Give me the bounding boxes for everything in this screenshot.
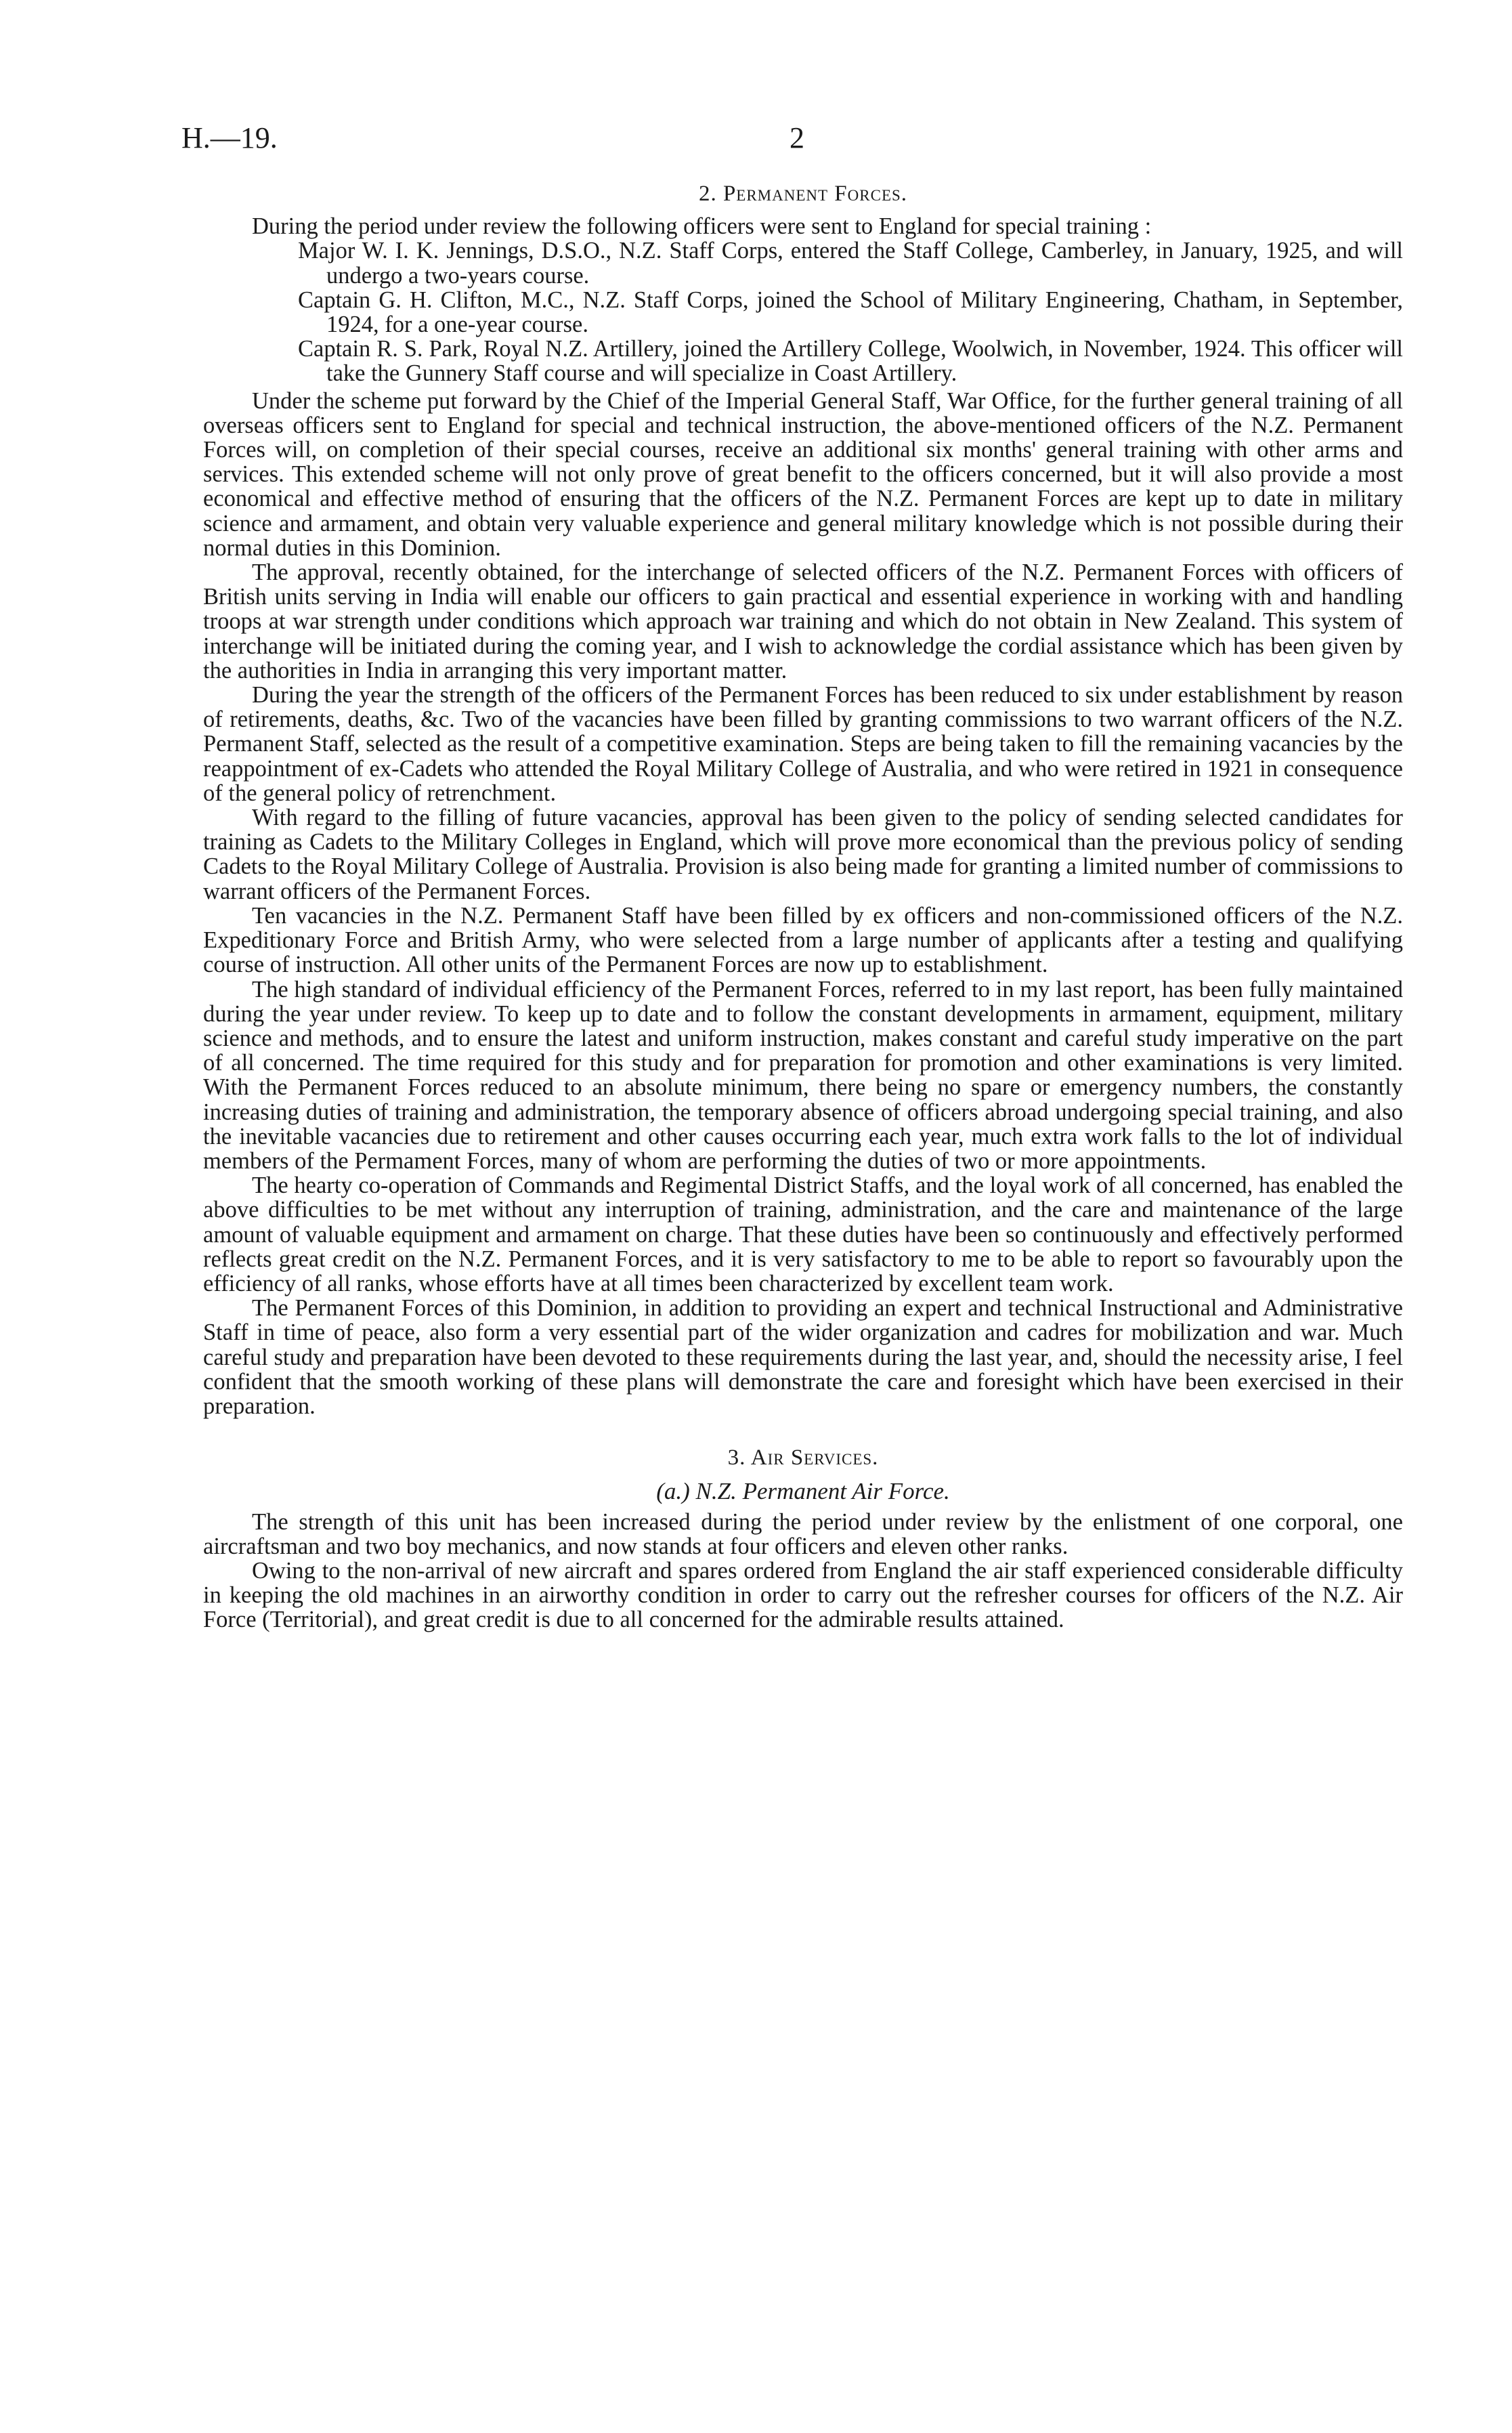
paragraph-training-scheme: Under the scheme put forward by the Chief of the Imperial General Staff, War Office, for the further general training of all overseas officers sent to England for special and technical instruction, the above-mentioned officers of the N.Z. Permanent Forces will, on completion of their special courses, receive an additional six months' general training with other arms and services. This extended scheme will not only prove of great benefit to the officers concerned, but it will also provide a most economical and effective method of ensuring that the officers of the N.Z. Permanent Forces are kept up to date in military science and armament, and obtain very valuable experience and general military knowledge which is not possible during their normal duties in this Dominion. xyxy=(203,387,1403,561)
paragraph-cooperation: The hearty co-operation of Commands and Regimental District Staffs, and the loyal work of all concerned, has enabled the above difficulties to be met without any interruption of training, administration, and the care and maintenance of the large amount of valuable equipment and armament on charge. That these duties have been so continuously and effectively performed reflects great credit on the N.Z. Permanent Forces, and it is very satisfactory to me to be able to report so favourably upon the efficiency of all ranks, whose efforts have at all times been characterized by excellent team work. xyxy=(203,1172,1403,1296)
paragraph-mobilization: The Permanent Forces of this Dominion, in addition to providing an expert and technical Instructional and Administrative Staff in time of peace, also form a very essential part of the wider organization and cadres for mobilization and war. Much careful study and preparation have been devoted to these requirements during the last year, and, should the necessity arise, I feel confident that the smooth working of these plans will demonstrate the care and foresight which have been exercised in their preparation. xyxy=(203,1295,1403,1419)
permanent-forces-intro: During the period under review the following officers were sent to England for special training : xyxy=(252,213,1152,240)
paragraph-officer-strength: During the year the strength of the officers of the Permanent Forces has been reduced to six under establishment by reason of retirements, deaths, &c. Two of the vacancies have been filled by granting commissions to two warrant officers of the N.Z. Permanent Staff, selected as the result of a competitive examination. Steps are being taken to fill the remaining vacancies by the reappointment of ex-Cadets who attended the Royal Military College of Australia, and who were retired in 1921 in consequence of the general policy of retrenchment. xyxy=(203,682,1403,806)
document-body xyxy=(203,182,1403,1632)
section-title-permanent-forces: 2. Permanent Forces. xyxy=(698,182,908,206)
subsection-title-permanent-air-force: (a.) N.Z. Permanent Air Force. xyxy=(656,1478,950,1505)
officer-entry-park: Captain R. S. Park, Royal N.Z. Artillery, joined the Artillery College, Woolwich, in November, 1924. This officer will take the Gunnery Staff course and will specialize in Coast Artillery. xyxy=(298,336,1403,387)
paragraph-air-force-strength: The strength of this unit has been increased during the period under review by the enlistment of one corporal, one aircraftsman and two boy mechanics, and now stands at four officers and eleven other ranks. xyxy=(203,1508,1403,1559)
officer-list xyxy=(298,238,1403,385)
paragraph-future-vacancies: With regard to the filling of future vacancies, approval has been given to the policy of sending selected candidates for training as Cadets to the Military Colleges in England, which will prove more economical than the previous policy of sending Cadets to the Royal Military College of Australia. Provision is also being made for granting a limited number of commissions to warrant officers of the Permanent Forces. xyxy=(203,805,1403,904)
paragraph-aircraft-difficulty: Owing to the non-arrival of new aircraft and spares ordered from England the air staff experienced considerable difficulty in keeping the old machines in an airworthy condition in order to carry out the refresher courses for officers of the N.Z. Air Force (Territorial), and great credit is due to all concerned for the admirable results attained. xyxy=(203,1557,1403,1633)
paragraph-india-interchange: The approval, recently obtained, for the interchange of selected officers of the N.Z. Permanent Forces with officers of British units serving in India will enable our officers to gain practical and essential experience in working with and handling troops at war strength under conditions which approach war training and which do not obtain in New Zealand. This system of interchange will be initiated during the coming year, and I wish to acknowledge the cordial assistance which has been given by the authorities in India in arranging this very important matter. xyxy=(203,559,1403,683)
officer-entry-jennings: Major W. I. K. Jennings, D.S.O., N.Z. Staff Corps, entered the Staff College, Camberley, in January, 1925, and will undergo a two-years course. xyxy=(298,238,1403,289)
page-header xyxy=(181,121,1400,161)
section-title-air-services: 3. Air Services. xyxy=(727,1445,879,1471)
page-number: 2 xyxy=(790,121,804,154)
officer-entry-clifton: Captain G. H. Clifton, M.C., N.Z. Staff Corps, joined the School of Military Engineering, Chatham, in September, 1924, for a one-year course. xyxy=(298,287,1403,338)
paragraph-efficiency: The high standard of individual efficiency of the Permanent Forces, referred to in my last report, has been fully maintained during the year under review. To keep up to date and to follow the constant developments in armament, equipment, military science and methods, and to ensure the latest and uniform instruction, makes constant and careful study imperative on the part of all concerned. The time required for this study and for preparation for promotion and other examinations is very limited. With the Permanent Forces reduced to an absolute minimum, there being no spare or emergency numbers, the constantly increasing duties of training and administration, the temporary absence of officers abroad undergoing special training, and also the inevitable vacancies due to retirement and other causes occurring each year, much extra work falls to the lot of individual members of the Permament Forces, many of whom are performing the duties of two or more appointments. xyxy=(203,976,1403,1174)
paragraph-permanent-staff-vacancies: Ten vacancies in the N.Z. Permanent Staff have been filled by ex officers and non-commissioned officers of the N.Z. Expeditionary Force and British Army, who were selected from a large number of applicants after a testing and qualifying course of instruction. All other units of the Permanent Forces are now up to establishment. xyxy=(203,902,1403,978)
document-reference: H.—19. xyxy=(181,121,278,154)
